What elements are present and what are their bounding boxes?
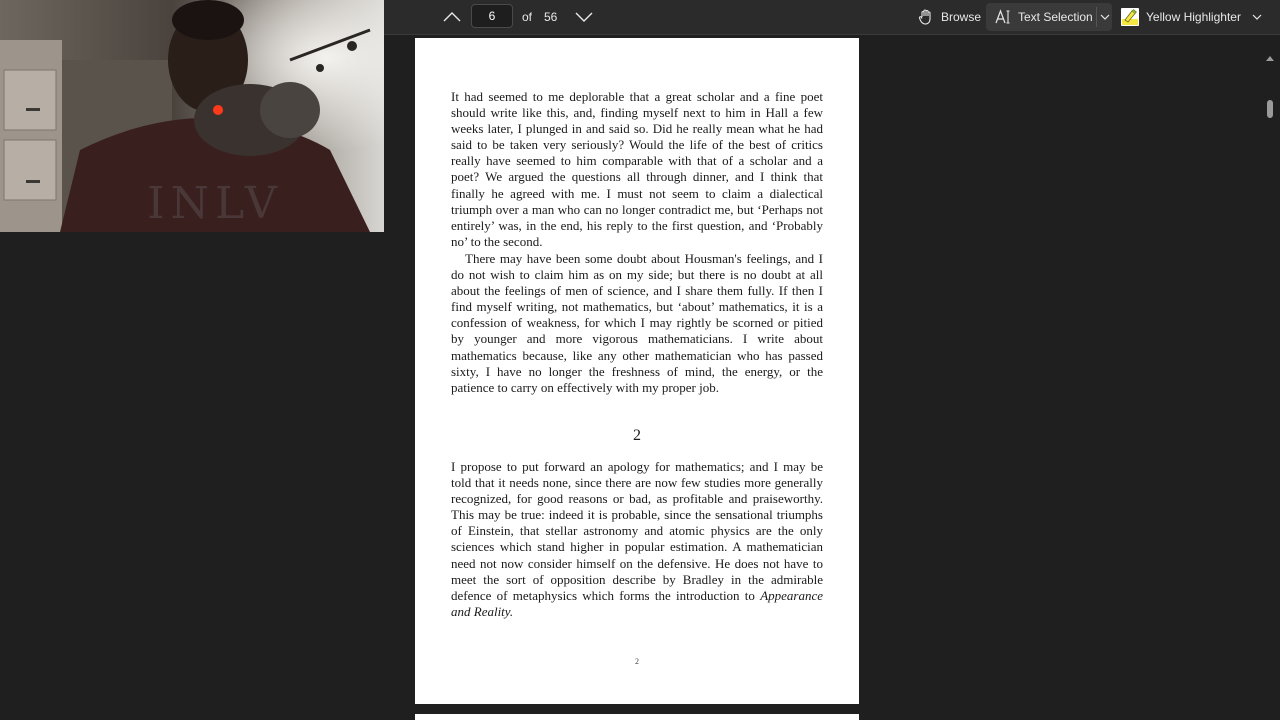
browse-label: Browse xyxy=(941,10,982,24)
chevron-down-icon xyxy=(1252,14,1262,20)
highlighter-label: Yellow Highlighter xyxy=(1146,10,1241,24)
browse-button[interactable] xyxy=(913,4,985,30)
chevron-down-icon xyxy=(1100,14,1110,20)
shirt-lettering: INLV xyxy=(147,178,283,229)
next-page-button[interactable] xyxy=(572,5,596,29)
section-number[interactable]: 2 xyxy=(633,427,641,444)
webcam-feed-image xyxy=(0,0,384,232)
text-selection-button[interactable] xyxy=(986,3,1112,31)
split-divider xyxy=(1096,7,1097,27)
next-document-page xyxy=(415,714,859,720)
hand-icon xyxy=(917,8,935,26)
page-footer-number: 2 xyxy=(635,657,639,666)
book-title[interactable]: Appearance and Reality. xyxy=(451,587,823,619)
previous-page-button[interactable] xyxy=(440,5,464,29)
of-label: of xyxy=(522,10,533,24)
text-selection-dropdown[interactable] xyxy=(1098,3,1112,31)
scroll-thumb[interactable] xyxy=(1267,100,1273,118)
highlighter-icon xyxy=(1120,7,1140,27)
text-selection-label: Text Selection xyxy=(1018,10,1093,24)
page-number-input[interactable] xyxy=(471,4,513,28)
chevron-down-icon xyxy=(574,11,594,23)
text-cursor-icon xyxy=(994,8,1012,26)
chevron-up-icon xyxy=(442,11,462,23)
document-page xyxy=(415,38,859,704)
webcam-overlay xyxy=(0,0,384,232)
paragraph-3[interactable] xyxy=(451,459,823,620)
paragraph-3-text[interactable]: I propose to put forward an apology for mathematics; and I may be told that it needs none, since there are now few studies more generally recognized, for good reasons or bad, as profitable and praiseworthy. This may be true: indeed it is probable, since the sensational triumphs of Einstein, that stellar astronomy and atomic physics are the only sciences which stand higher in popular estimation. A mathematician need not now consider himself on the defensive. He does not have to meet the sort of opposition describe by Bradley in the admirable defence of metaphysics which forms the introduction to xyxy=(451,459,823,603)
yellow-highlighter-button[interactable] xyxy=(1120,4,1241,30)
total-pages-label: 56 xyxy=(544,10,558,24)
paragraph-2[interactable]: There may have been some doubt about Housman's feelings, and I do not wish to claim him as on my side; but there is no doubt at all about the feelings of men of science, and I share them fully. If then I find myself writing, not mathematics, but ‘about’ mathematics, it is a confession of weakness, for which I may rightly be scorned or pitied by younger and more vigorous mathematicians. I write about mathematics because, like any other mathematician who has passed sixty, I have no longer the freshness of mind, the energy, or the patience to carry on effectively with my proper job. xyxy=(451,251,823,395)
scroll-up-arrow-icon[interactable] xyxy=(1266,56,1274,61)
paragraph-1[interactable]: It had seemed to me deplorable that a great scholar and a fine poet should write like this, and, finding myself next to him in Hall a few weeks later, I plunged in and said so. Did he really mean what he had said to be taken very seriously? Would the life of the best of critics really have seemed to him comparable with that of a scholar and a poet? We argued the questions all through dinner, and I think that finally he agreed with me. I must not seem to claim a dialectical triumph over a man who can no longer contradict me, but ‘Perhaps not entirely’ was, in the end, his reply to the first question, and ‘Probably no’ to the second. xyxy=(451,89,823,249)
highlighter-dropdown[interactable] xyxy=(1248,5,1266,29)
vertical-scrollbar[interactable] xyxy=(1264,36,1276,720)
